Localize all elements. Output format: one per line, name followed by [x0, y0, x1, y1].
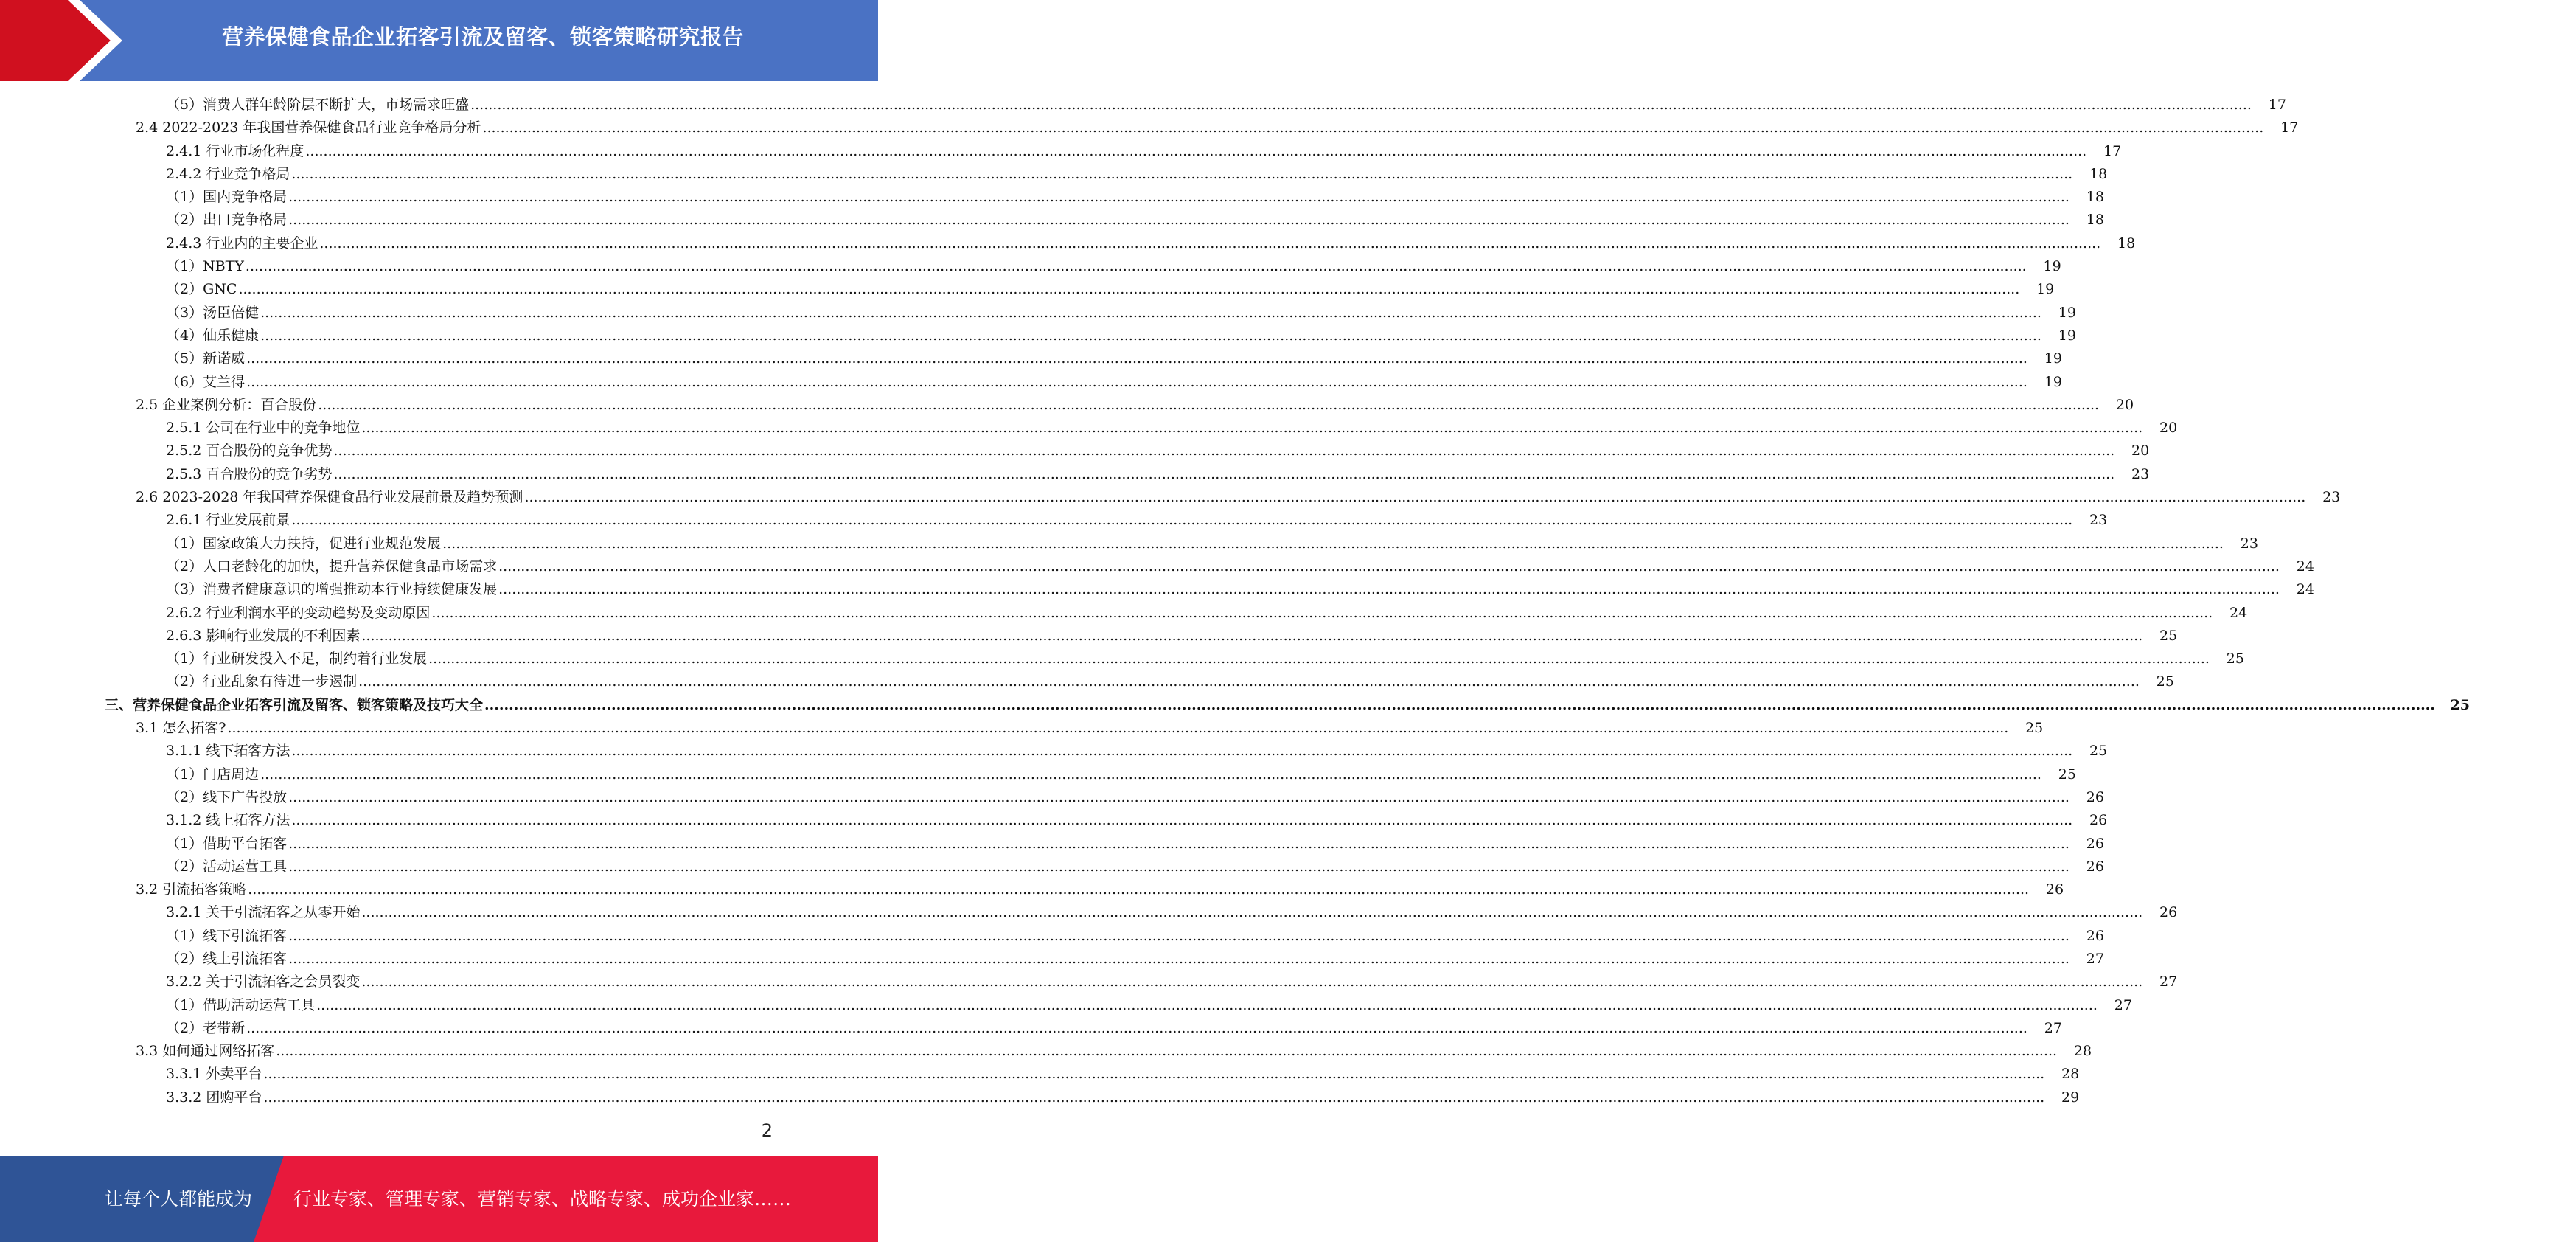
toc-entry[interactable] — [0, 994, 2132, 1017]
toc-entry-label: 3.2.2 关于引流拓客之会员裂变 — [166, 974, 361, 991]
toc-dot-leader: ................................................................................................................................................................................................................................................................................................................................................................................................................ — [333, 443, 2115, 459]
toc-entry-label: 3.2.1 关于引流拓客之从零开始 — [166, 904, 361, 921]
toc-entry-page: 23 — [2322, 489, 2341, 506]
toc-entry-page: 25 — [2058, 766, 2076, 783]
toc-entry[interactable] — [0, 1017, 2062, 1040]
toc-entry[interactable] — [0, 394, 2134, 417]
footer-slogan-left: 让每个人都能成为 — [105, 1188, 253, 1210]
toc-entry-page: 24 — [2296, 558, 2314, 575]
toc-entry-label: 3.3 如何通过网络拓客 — [136, 1043, 275, 1060]
toc-entry-page: 25 — [2450, 696, 2470, 713]
toc-entry-label: 2.5.1 公司在行业中的竞争地位 — [166, 420, 361, 437]
toc-dot-leader: ................................................................................................................................................................................................................................................................................................................................................................................................................ — [288, 835, 2069, 852]
toc-entry[interactable] — [0, 186, 2104, 209]
toc-entry-label: （3）消费者健康意识的增强推动本行业持续健康发展 — [166, 581, 498, 598]
toc-entry[interactable] — [0, 209, 2104, 232]
page-footer — [0, 1156, 878, 1242]
toc-entry-label: 2.6.2 行业利润水平的变动趋势及变动原因 — [166, 604, 431, 621]
toc-entry-label: 2.6 2023-2028 年我国营养保健食品行业发展前景及趋势预测 — [136, 489, 523, 506]
toc-entry[interactable] — [0, 278, 2055, 301]
toc-dot-leader: ................................................................................................................................................................................................................................................................................................................................................................................................................ — [333, 465, 2115, 482]
toc-dot-leader: ................................................................................................................................................................................................................................................................................................................................................................................................................ — [361, 627, 2143, 644]
toc-dot-leader: ................................................................................................................................................................................................................................................................................................................................................................................................................ — [246, 1019, 2027, 1036]
toc-entry-label: （1）国家政策大力扶持，促进行业规范发展 — [166, 535, 442, 552]
toc-entry[interactable] — [0, 602, 2248, 625]
toc-dot-leader: ................................................................................................................................................................................................................................................................................................................................................................................................................ — [291, 743, 2073, 760]
toc-entry-page: 27 — [2159, 974, 2178, 991]
toc-entry[interactable] — [0, 625, 2178, 648]
toc-dot-leader: ................................................................................................................................................................................................................................................................................................................................................................................................................ — [498, 581, 2280, 598]
toc-entry-label: （1）NBTY — [166, 258, 244, 275]
toc-entry[interactable] — [0, 786, 2104, 809]
toc-entry[interactable] — [0, 347, 2062, 370]
toc-dot-leader: ................................................................................................................................................................................................................................................................................................................................................................................................................ — [498, 558, 2280, 575]
toc-entry-page: 24 — [2229, 604, 2248, 621]
toc-entry-label: （2）线上引流拓客 — [166, 950, 288, 967]
toc-dot-leader: ................................................................................................................................................................................................................................................................................................................................................................................................................ — [431, 604, 2213, 621]
toc-entry-page: 23 — [2131, 465, 2150, 482]
toc-entry-label: 2.4.2 行业竞争格局 — [166, 165, 290, 182]
toc-dot-leader: ................................................................................................................................................................................................................................................................................................................................................................................................................ — [319, 235, 2101, 251]
toc-entry-page: 18 — [2086, 189, 2104, 206]
toc-entry-label: （3）汤臣倍健 — [166, 304, 260, 321]
report-title: 营养保健食品企业拓客引流及留客、锁客策略研究报告 — [221, 24, 744, 49]
toc-entry-page: 27 — [2114, 996, 2132, 1013]
toc-entry-label: （2）老带新 — [166, 1019, 246, 1036]
toc-entry-page: 23 — [2240, 535, 2258, 552]
toc-entry-page: 28 — [2073, 1043, 2092, 1060]
toc-entry-label: 3.1 怎么拓客? — [136, 720, 226, 737]
toc-dot-leader: ................................................................................................................................................................................................................................................................................................................................................................................................................ — [288, 212, 2069, 229]
toc-entry-label: （1）国内竞争格局 — [166, 189, 288, 206]
toc-entry-label: （4）仙乐健康 — [166, 327, 260, 344]
toc-entry[interactable] — [0, 717, 2044, 740]
toc-dot-leader: ................................................................................................................................................................................................................................................................................................................................................................................................................ — [263, 1066, 2045, 1083]
toc-entry-page: 24 — [2296, 581, 2314, 598]
toc-dot-leader: ................................................................................................................................................................................................................................................................................................................................................................................................................ — [288, 858, 2069, 875]
toc-entry[interactable] — [0, 463, 2150, 486]
toc-entry-label: （1）借助活动运营工具 — [166, 996, 316, 1013]
toc-entry-page: 18 — [2089, 165, 2108, 182]
toc-entry[interactable] — [0, 925, 2104, 948]
toc-dot-leader: ................................................................................................................................................................................................................................................................................................................................................................................................................ — [316, 996, 2098, 1013]
toc-dot-leader: ................................................................................................................................................................................................................................................................................................................................................................................................................ — [291, 165, 2073, 182]
toc-entry-page: 26 — [2086, 835, 2104, 852]
toc-entry-page: 18 — [2086, 212, 2104, 229]
toc-entry-label: 2.5.2 百合股份的竞争优势 — [166, 443, 333, 459]
toc-entry-page: 25 — [2159, 627, 2178, 644]
toc-entry[interactable] — [0, 163, 2108, 186]
toc-entry-page: 19 — [2058, 327, 2076, 344]
toc-dot-leader: ................................................................................................................................................................................................................................................................................................................................................................................................................ — [276, 1043, 2058, 1060]
toc-entry-label: （5）新诺威 — [166, 350, 246, 367]
toc-entry[interactable] — [0, 833, 2104, 856]
toc-entry[interactable] — [0, 140, 2122, 163]
toc-dot-leader: ................................................................................................................................................................................................................................................................................................................................................................................................................ — [291, 812, 2073, 829]
toc-entry-page: 29 — [2061, 1089, 2080, 1106]
toc-entry-label: （6）艾兰得 — [166, 373, 246, 390]
toc-entry-page: 25 — [2089, 743, 2108, 760]
toc-entry-page: 26 — [2086, 858, 2104, 875]
toc-dot-leader: ................................................................................................................................................................................................................................................................................................................................................................................................................ — [484, 696, 2435, 713]
toc-entry[interactable] — [0, 971, 2178, 993]
toc-entry-page: 17 — [2268, 97, 2286, 113]
toc-dot-leader: ................................................................................................................................................................................................................................................................................................................................................................................................................ — [288, 788, 2069, 805]
toc-dot-leader: ................................................................................................................................................................................................................................................................................................................................................................................................................ — [358, 673, 2140, 690]
toc-entry-label: 3.1.1 线下拓客方法 — [166, 743, 290, 760]
toc-entry-page: 19 — [2043, 258, 2061, 275]
toc-entry-label: （1）线下引流拓客 — [166, 927, 288, 944]
toc-entry-label: 2.4 2022-2023 年我国营养保健食品行业竞争格局分析 — [136, 119, 481, 136]
toc-entry-label: （2）GNC — [166, 281, 237, 298]
page-number: 2 — [761, 1120, 773, 1141]
toc-entry-page: 26 — [2045, 881, 2064, 898]
toc-entry-label: （1）借助平台拓客 — [166, 835, 288, 852]
toc-dot-leader: ................................................................................................................................................................................................................................................................................................................................................................................................................ — [227, 720, 2009, 737]
toc-entry-page: 26 — [2159, 904, 2178, 921]
toc-dot-leader: ................................................................................................................................................................................................................................................................................................................................................................................................................ — [238, 281, 2020, 298]
toc-entry-label: （1）行业研发投入不足，制约着行业发展 — [166, 651, 428, 667]
toc-entry-page: 26 — [2086, 927, 2104, 944]
toc-entry[interactable] — [0, 94, 2286, 117]
toc-dot-leader: ................................................................................................................................................................................................................................................................................................................................................................................................................ — [263, 1089, 2045, 1106]
toc-entry[interactable] — [0, 232, 2136, 255]
table-of-contents — [0, 94, 2470, 1109]
toc-entry[interactable] — [0, 555, 2314, 578]
toc-entry-page: 19 — [2044, 350, 2062, 367]
toc-entry[interactable] — [0, 1086, 2080, 1109]
toc-dot-leader: ................................................................................................................................................................................................................................................................................................................................................................................................................ — [470, 97, 2252, 113]
toc-entry-label: 3.3.2 团购平台 — [166, 1089, 262, 1106]
toc-entry[interactable] — [0, 948, 2104, 971]
toc-dot-leader: ................................................................................................................................................................................................................................................................................................................................................................................................................ — [524, 489, 2306, 506]
toc-entry-page: 17 — [2103, 142, 2122, 159]
toc-entry-page: 17 — [2280, 119, 2299, 136]
toc-entry-label: （2）出口竞争格局 — [166, 212, 288, 229]
toc-entry[interactable] — [0, 417, 2178, 440]
toc-entry[interactable] — [0, 532, 2258, 555]
toc-dot-leader: ................................................................................................................................................................................................................................................................................................................................................................................................................ — [260, 304, 2041, 321]
toc-entry-label: 3.1.2 线上拓客方法 — [166, 812, 290, 829]
toc-entry-page: 28 — [2061, 1066, 2080, 1083]
toc-entry-label: （5）消费人群年龄阶层不断扩大，市场需求旺盛 — [166, 97, 470, 113]
toc-dot-leader: ................................................................................................................................................................................................................................................................................................................................................................................................................ — [305, 142, 2087, 159]
toc-entry[interactable] — [0, 1040, 2092, 1063]
toc-entry[interactable] — [0, 578, 2314, 601]
toc-entry-page: 19 — [2058, 304, 2076, 321]
page-header — [0, 0, 878, 81]
toc-entry[interactable] — [0, 255, 2061, 278]
toc-entry[interactable] — [0, 486, 2341, 509]
toc-entry-label: （2）行业乱象有待进一步遏制 — [166, 673, 358, 690]
toc-entry[interactable] — [0, 809, 2108, 832]
toc-entry-label: （1）门店周边 — [166, 766, 260, 783]
toc-dot-leader: ................................................................................................................................................................................................................................................................................................................................................................................................................ — [245, 258, 2027, 275]
toc-entry-label: （2）活动运营工具 — [166, 858, 288, 875]
toc-entry[interactable] — [0, 1063, 2080, 1086]
toc-entry-label: 3.2 引流拓客策略 — [136, 881, 247, 898]
toc-entry[interactable] — [0, 302, 2076, 325]
toc-entry[interactable] — [0, 648, 2244, 670]
toc-dot-leader: ................................................................................................................................................................................................................................................................................................................................................................................................................ — [288, 927, 2069, 944]
toc-entry-page: 26 — [2086, 788, 2104, 805]
toc-dot-leader: ................................................................................................................................................................................................................................................................................................................................................................................................................ — [361, 420, 2143, 437]
toc-entry[interactable] — [0, 878, 2064, 901]
toc-entry[interactable] — [0, 856, 2104, 878]
toc-entry-page: 25 — [2025, 720, 2044, 737]
footer-slogan-right: 行业专家、管理专家、营销专家、战略专家、成功企业家…… — [293, 1188, 792, 1210]
toc-entry-page: 19 — [2036, 281, 2055, 298]
toc-entry-page: 27 — [2086, 950, 2104, 967]
toc-entry-page: 26 — [2089, 812, 2108, 829]
toc-entry-page: 18 — [2117, 235, 2136, 251]
toc-dot-leader: ................................................................................................................................................................................................................................................................................................................................................................................................................ — [288, 950, 2069, 967]
toc-entry-label: 三、营养保健食品企业拓客引流及留客、锁客策略及技巧大全 — [105, 696, 484, 713]
toc-entry-label: 2.6.1 行业发展前景 — [166, 512, 290, 529]
toc-entry-page: 23 — [2089, 512, 2108, 529]
toc-entry-label: 2.4.1 行业市场化程度 — [166, 142, 304, 159]
toc-entry-label: 2.5 企业案例分析：百合股份 — [136, 396, 317, 413]
toc-entry[interactable] — [0, 440, 2150, 462]
toc-entry[interactable] — [0, 509, 2108, 532]
toc-entry-label: 2.4.3 行业内的主要企业 — [166, 235, 318, 251]
toc-entry[interactable] — [0, 325, 2076, 347]
toc-entry[interactable] — [0, 740, 2108, 763]
toc-dot-leader: ................................................................................................................................................................................................................................................................................................................................................................................................................ — [428, 651, 2210, 667]
toc-entry-label: （2）人口老龄化的加快，提升营养保健食品市场需求 — [166, 558, 498, 575]
toc-dot-leader: ................................................................................................................................................................................................................................................................................................................................................................................................................ — [318, 396, 2100, 413]
toc-entry[interactable] — [0, 371, 2062, 394]
toc-entry-page: 20 — [2159, 420, 2178, 437]
toc-entry[interactable] — [0, 117, 2299, 139]
toc-entry-page: 20 — [2115, 396, 2134, 413]
toc-entry[interactable] — [0, 763, 2076, 786]
toc-entry-label: （2）线下广告投放 — [166, 788, 288, 805]
toc-entry-label: 3.3.1 外卖平台 — [166, 1066, 262, 1083]
toc-dot-leader: ................................................................................................................................................................................................................................................................................................................................................................................................................ — [246, 350, 2027, 367]
toc-entry[interactable] — [0, 694, 2470, 717]
toc-dot-leader: ................................................................................................................................................................................................................................................................................................................................................................................................................ — [442, 535, 2224, 552]
toc-entry-page: 27 — [2044, 1019, 2062, 1036]
toc-dot-leader: ................................................................................................................................................................................................................................................................................................................................................................................................................ — [361, 904, 2143, 921]
toc-entry-page: 20 — [2131, 443, 2150, 459]
toc-entry[interactable] — [0, 670, 2174, 693]
toc-entry-page: 25 — [2226, 651, 2244, 667]
toc-dot-leader: ................................................................................................................................................................................................................................................................................................................................................................................................................ — [248, 881, 2030, 898]
toc-entry-label: 2.6.3 影响行业发展的不利因素 — [166, 627, 361, 644]
toc-dot-leader: ................................................................................................................................................................................................................................................................................................................................................................................................................ — [288, 189, 2069, 206]
toc-dot-leader: ................................................................................................................................................................................................................................................................................................................................................................................................................ — [291, 512, 2073, 529]
toc-dot-leader: ................................................................................................................................................................................................................................................................................................................................................................................................................ — [246, 373, 2027, 390]
toc-entry-page: 19 — [2044, 373, 2062, 390]
toc-dot-leader: ................................................................................................................................................................................................................................................................................................................................................................................................................ — [260, 766, 2041, 783]
toc-dot-leader: ................................................................................................................................................................................................................................................................................................................................................................................................................ — [361, 974, 2143, 991]
toc-dot-leader: ................................................................................................................................................................................................................................................................................................................................................................................................................ — [260, 327, 2041, 344]
toc-dot-leader: ................................................................................................................................................................................................................................................................................................................................................................................................................ — [482, 119, 2264, 136]
toc-entry[interactable] — [0, 901, 2178, 924]
toc-entry-label: 2.5.3 百合股份的竞争劣势 — [166, 465, 333, 482]
toc-entry-page: 25 — [2156, 673, 2174, 690]
